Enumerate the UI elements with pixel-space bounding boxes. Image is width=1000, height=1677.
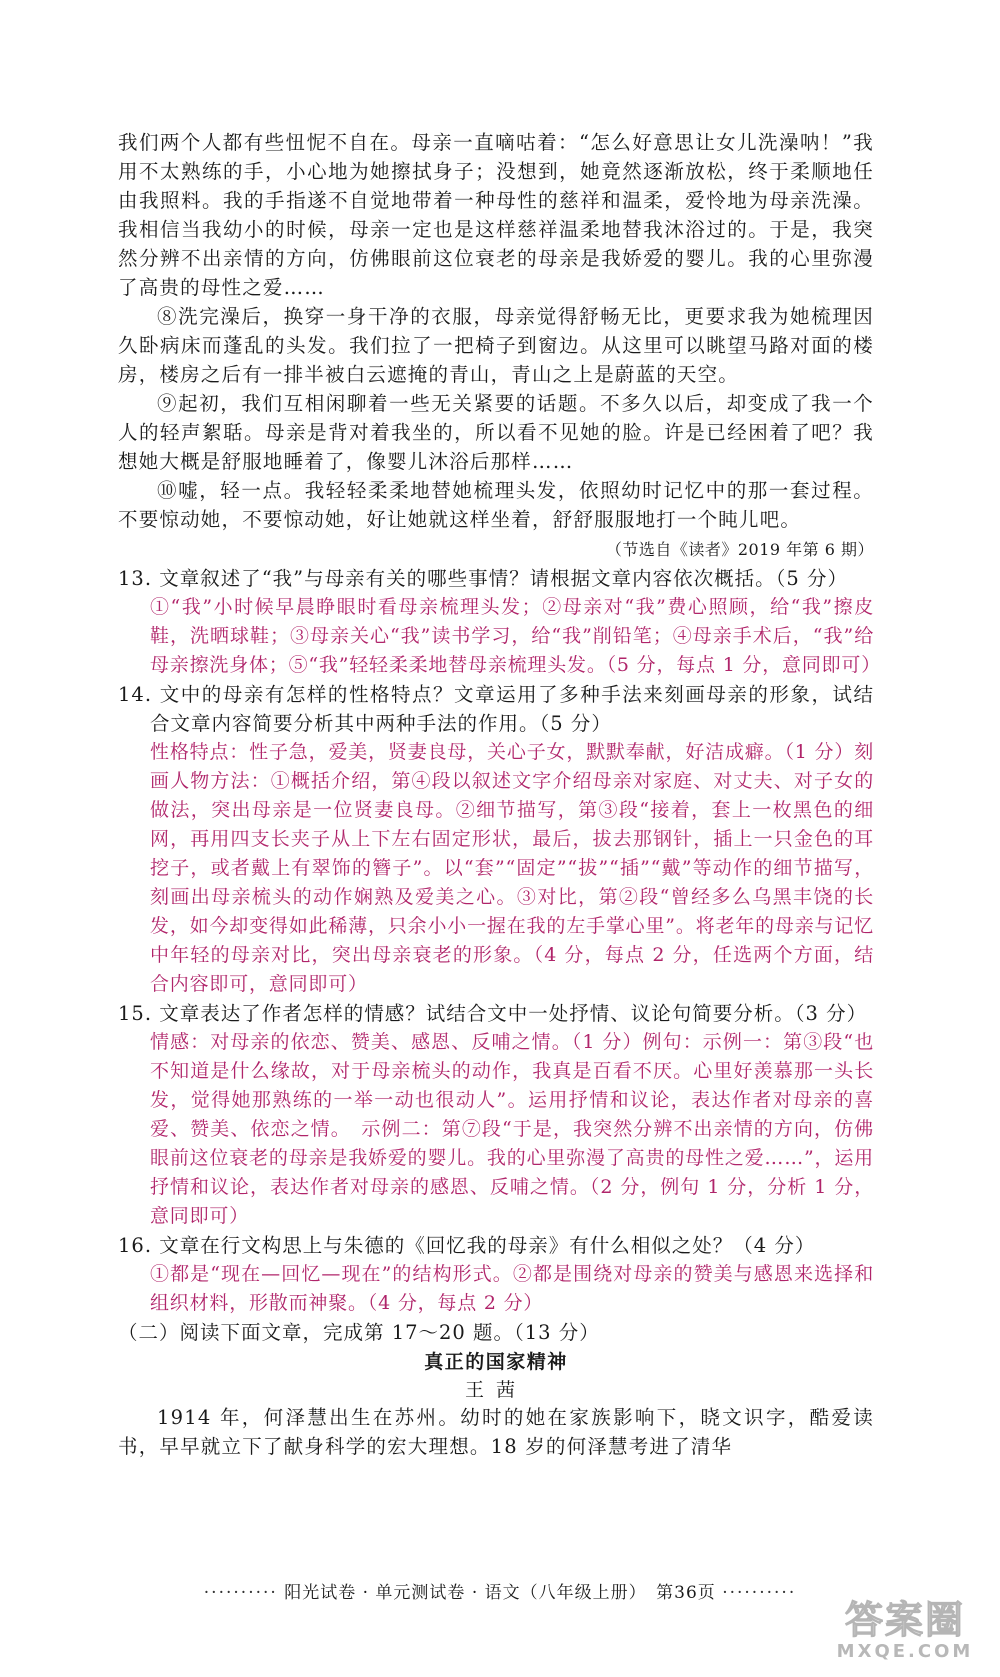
- passage-paragraph-9: ⑨起初，我们互相闲聊着一些无关紧要的话题。不多久以后，却变成了我一个人的轻声絮聒。母亲是背对着我坐的，所以看不见她的脸。许是已经困着了吧？我想她大概是舒服地睡着了，像婴儿沐浴后那样……: [118, 392, 874, 473]
- answer-16: ①都是“现在—回忆—现在”的结构形式。②都是围绕对母亲的赞美与感恩来选择和组织材料，形散而神聚。（4 分，每点 2 分）: [150, 1263, 874, 1314]
- watermark-logo: [830, 1599, 980, 1669]
- watermark-bottom: MXQE.COM: [836, 1641, 974, 1662]
- answer-14: 性格特点：性子急，爱美，贤妻良母，关心子女，默默奉献，好洁成癖。（1 分）刻画人物方法：①概括介绍，第④段以叙述文字介绍母亲对家庭、对丈夫、对子女的做法，突出母亲是一位贤妻良母。②细节描写，第③段“接着，套上一枚黑色的细网，再用四支长夹子从上下左右固定形状，最后，拔去那钢针，插上一只金色的耳挖子，或者戴上有翠饰的簪子”。以“套”“固定”“拔”“插”“戴”等动作的细节描写，刻画出母亲梳头的动作娴熟及爱美之心。③对比，第②段“曾经多么乌黑丰饶的长发，如今却变得如此稀薄，只余小小一握在我的左手掌心里”。将老年的母亲与记忆中年轻的母亲对比，突出母亲衰老的形象。（4 分，每点 2 分，任选两个方面，结合内容即可，意同即可）: [150, 741, 874, 995]
- passage-paragraph-7: 我们两个人都有些忸怩不自在。母亲一直嘀咕着：“怎么好意思让女儿洗澡呐！”我用不太熟练的手，小心地为她擦拭身子；没想到，她竟然逐渐放松，终于柔顺地任由我照料。我的手指遂不自觉地带着一种母性的慈祥和温柔，爱怜地为母亲洗澡。我相信当我幼小的时候，母亲一定也是这样慈祥温柔地替我沐浴过的。于是，我突然分辨不出亲情的方向，仿佛眼前这位衰老的母亲是我娇爱的婴儿。我的心里弥漫了高贵的母性之爱……: [118, 131, 874, 299]
- passage-paragraph-8: ⑧洗完澡后，换穿一身干净的衣服，母亲觉得舒畅无比，更要求我为她梳理因久卧病床而蓬乱的头发。我们拉了一把椅子到窗边。从这里可以眺望马路对面的楼房，楼房之后有一排半被白云遮掩的青山，青山之上是蔚蓝的天空。: [118, 305, 874, 386]
- question-14: 14. 文中的母亲有怎样的性格特点？文章运用了多种手法来刻画母亲的形象，试结合文章内容简要分析其中两种手法的作用。（5 分）: [118, 683, 874, 735]
- question-13: 13. 文章叙述了“我”与母亲有关的哪些事情？请根据文章内容依次概括。（5 分）: [118, 567, 849, 590]
- watermark-top: 答案圈: [844, 1598, 965, 1642]
- article-author: 王茜: [464, 1379, 527, 1401]
- footer-text: 阳光试卷 · 单元测试卷 · 语文（八年级上册） 第36页: [284, 1583, 716, 1603]
- page-content: [118, 128, 882, 1461]
- article-intro: 1914 年，何泽慧出生在苏州。幼时的她在家族影响下，晓文识字，酷爱读书，早早就立下了献身科学的宏大理想。18 岁的何泽慧考进了清华: [118, 1406, 874, 1458]
- question-16: 16. 文章在行文构思上与朱德的《回忆我的母亲》有什么相似之处？（4 分）: [118, 1234, 816, 1257]
- passage-source: （节选自《读者》2019 年第 6 期）: [605, 540, 874, 559]
- footer-dots-left: ··········: [203, 1583, 278, 1603]
- article-title: 真正的国家精神: [424, 1351, 568, 1373]
- passage-paragraph-10: ⑩嘘，轻一点。我轻轻柔柔地替她梳理头发，依照幼时记忆中的那一套过程。不要惊动她，不要惊动她，好让她就这样坐着，舒舒服服地打一个盹儿吧。: [118, 479, 874, 531]
- question-15: 15. 文章表达了作者怎样的情感？试结合文中一处抒情、议论句简要分析。（3 分）: [118, 1002, 868, 1025]
- answer-13: ①“我”小时候早晨睁眼时看母亲梳理头发；②母亲对“我”费心照顾，给“我”擦皮鞋，洗晒球鞋；③母亲关心“我”读书学习，给“我”削铅笔；④母亲手术后，“我”给母亲擦洗身体；⑤“我”轻轻柔柔地替母亲梳理头发。（5 分，每点 1 分，意同即可）: [150, 596, 882, 676]
- answer-15: 情感：对母亲的依恋、赞美、感恩、反哺之情。（1 分）例句：示例一：第③段“也不知道是什么缘故，对于母亲梳头的动作，我真是百看不厌。心里好羡慕那一头长发，觉得她那熟练的一举一动也很动人”。运用抒情和议论，表达作者对母亲的喜爱、赞美、依恋之情。 示例二：第⑦段“于是，我突然分辨不出亲情的方向，仿佛眼前这位衰老的母亲是我娇爱的婴儿。我的心里弥漫了高贵的母性之爱……”，运用抒情和议论，表达作者对母亲的感恩、反哺之情。（2 分，例句 1 分，分析 1 分，意同即可）: [150, 1031, 874, 1227]
- footer-dots-right: ··········: [722, 1583, 797, 1603]
- section-2-heading: （二）阅读下面文章，完成第 17～20 题。（13 分）: [118, 1321, 600, 1344]
